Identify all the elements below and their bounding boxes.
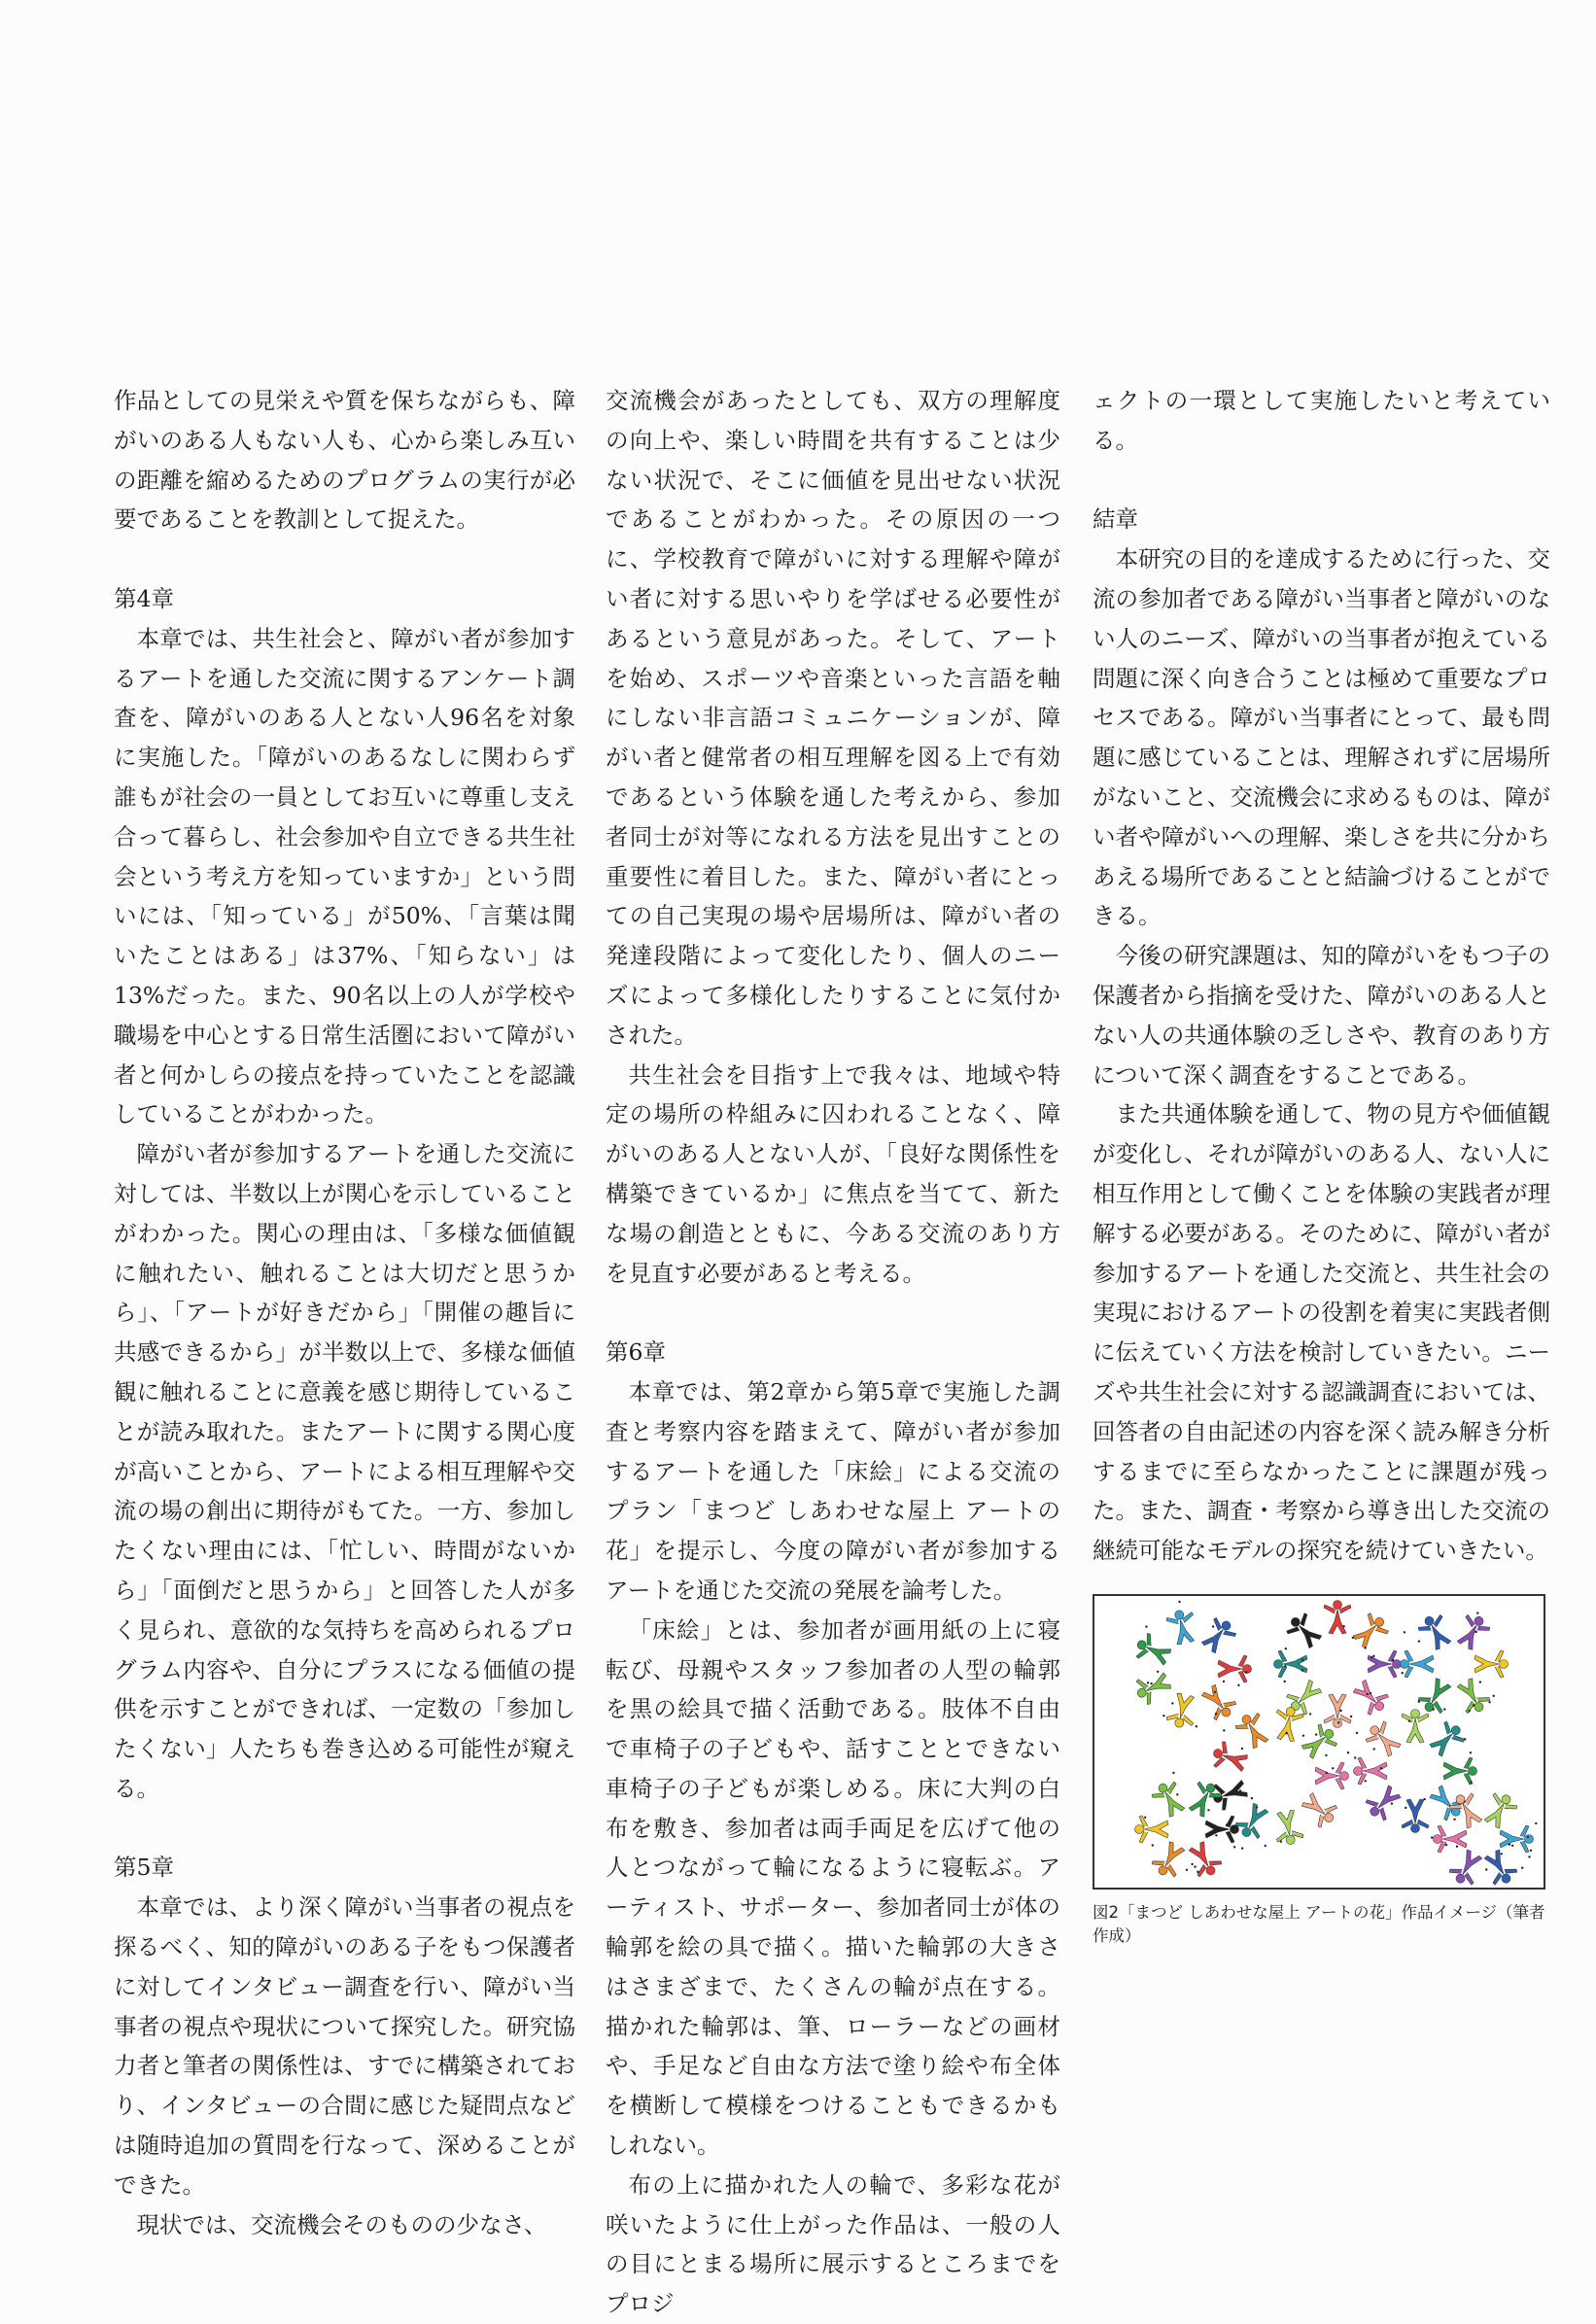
painted-figure bbox=[1434, 1825, 1468, 1853]
paint-dot bbox=[1370, 1692, 1371, 1694]
painted-figure bbox=[1349, 1676, 1392, 1718]
section-heading-ch4: 第4章 bbox=[114, 584, 174, 612]
paint-dot bbox=[1223, 1729, 1225, 1731]
paragraph: 共生社会を目指す上で我々は、地域や特定の場所の枠組みに囚われることなく、障がいのある人とない人が、「良好な関係性を構築できているか」に焦点を当てて、新たな場の創造とともに、今ある交流のあり方を見直す必要があると考える。 bbox=[606, 1060, 1060, 1287]
painted-figure bbox=[1479, 1788, 1519, 1831]
paint-dot bbox=[1404, 1631, 1405, 1633]
paint-dot bbox=[1501, 1853, 1503, 1855]
paint-dot bbox=[1301, 1659, 1303, 1661]
paint-dot bbox=[1521, 1866, 1523, 1868]
painted-figure bbox=[1443, 1757, 1477, 1785]
paint-dot bbox=[1405, 1807, 1406, 1809]
paint-dot bbox=[1468, 1710, 1470, 1712]
paint-dot bbox=[1245, 1671, 1247, 1673]
painted-figure bbox=[1165, 1608, 1199, 1647]
paint-dot bbox=[1418, 1640, 1420, 1642]
painted-figure bbox=[1426, 1717, 1469, 1760]
paint-dot bbox=[1285, 1732, 1287, 1734]
painted-figure bbox=[1274, 1650, 1308, 1678]
paint-dot bbox=[1309, 1713, 1311, 1715]
paint-dot bbox=[1178, 1601, 1180, 1603]
paint-dot bbox=[1285, 1648, 1287, 1649]
painted-figure bbox=[1149, 1838, 1189, 1881]
paint-dot bbox=[1527, 1836, 1529, 1838]
painted-figure bbox=[1324, 1600, 1351, 1634]
paint-dot bbox=[1326, 1772, 1328, 1774]
painted-figure bbox=[1232, 1709, 1272, 1752]
paint-dot bbox=[1365, 1780, 1367, 1782]
paragraph: 現状では、交流機会そのものの少なさ、 bbox=[136, 2210, 547, 2238]
paint-dot bbox=[1145, 1625, 1147, 1627]
paint-dot bbox=[1196, 1725, 1197, 1727]
paragraph: 交流機会があったとしても、双方の理解度の向上や、楽しい時間を共有することは少ない状況で、そこに価値を見出せない状況であることがわかった。その原因の一つに、学校教育で障がいに対する理解や障がい者に対する思いやりを学ばせる必要性があるという意見があった。そして、アートを始め、スポーツや音楽といった言語を軸にしない非言語コミュニケーションが、障がい者と健常者の相互理解を図る上で有効であるという体験を通した考えから、参加者同士が対等になれる方法を見出すことの重要性に着目した。また、障がい者にとっての自己実現の場や居場所は、障がい者の発達段階によって変化したり、個人のニーズによって多様化したりすることに気付かされた。 bbox=[606, 387, 1060, 1049]
paint-dot bbox=[1423, 1798, 1425, 1800]
paragraph: 本章では、より深く障がい当事者の視点を探るべく、知的障がいのある子をもつ保護者に対してインタビュー調査を行い、障がい当事者の視点や現状について探究した。研究協力者と筆者の関係性は、すでに構築されており、インタビューの合間に感じた疑問点などは随時追加の質問を行なって、深めることができた。 bbox=[114, 1893, 575, 2199]
paint-dot bbox=[1456, 1845, 1458, 1847]
paint-dot bbox=[1256, 1806, 1258, 1808]
paragraph: 布の上に描かれた人の輪で、多彩な花が咲いたように仕上がった作品は、一般の人の目にとまる場所に展示するところまでをプロジ bbox=[606, 2170, 1060, 2318]
painted-figure bbox=[1368, 1650, 1402, 1678]
paint-dot bbox=[1172, 1772, 1174, 1774]
paint-dot bbox=[1147, 1682, 1149, 1683]
paint-dot bbox=[1241, 1748, 1243, 1750]
paint-dot bbox=[1241, 1847, 1243, 1849]
paint-dot bbox=[1402, 1672, 1404, 1674]
paint-dot bbox=[1475, 1631, 1476, 1633]
paint-dot bbox=[1191, 1863, 1193, 1865]
paint-dot bbox=[1339, 1710, 1341, 1712]
paint-dot bbox=[1470, 1752, 1472, 1753]
painted-figure bbox=[1349, 1610, 1392, 1652]
paragraph: 本研究の目的を達成するために行った、交流の参加者である障がい当事者と障がいのない人のニーズ、障がいの当事者が抱えている問題に深く向き合うことは極めて重要なプロセスである。障がい当事者にとって、最も問題に感じていることは、理解されずに居場所がないこと、交流機会に求めるものは、障がい者や障がいへの理解、楽しさを共に分かちあえる場所であることと結論づけることができる。 bbox=[1093, 545, 1550, 930]
painted-figure bbox=[1401, 1650, 1435, 1678]
paragraph: 「床絵」とは、参加者が画用紙の上に寝転び、母親やスタッフ参加者の人型の輪郭を黒の絵具で描く活動である。肢体不自由で車椅子の子どもや、話すこととできない車椅子の子どもが楽しめる。床に大判の白布を敷き、参加者は両手両足を広げて他の人とつながって輪になるように寝転ぶ。アーティスト、サポーター、参加者同士が体の輪郭を絵の具で描く。描いた輪郭の大きさはさまざまで、たくさんの輪が点在する。描かれた輪郭は、筆、ローラーなどの画材や、手足など自由な方法で塗り絵や布全体を横断して模様をつけることもできるかもしれない。 bbox=[606, 1615, 1060, 2160]
painted-figure bbox=[1283, 1610, 1326, 1652]
painted-figure bbox=[1298, 1720, 1340, 1763]
paint-dot bbox=[1194, 1865, 1196, 1867]
paint-dot bbox=[1347, 1752, 1349, 1753]
paint-dot bbox=[1445, 1844, 1447, 1846]
paint-dot bbox=[1485, 1868, 1487, 1870]
painted-figure bbox=[1218, 1655, 1252, 1682]
painted-figure bbox=[1402, 1709, 1429, 1743]
paint-dot bbox=[1150, 1682, 1152, 1684]
painted-figure bbox=[1500, 1825, 1534, 1853]
painted-figure bbox=[1415, 1611, 1455, 1653]
painted-figure bbox=[1209, 1739, 1250, 1776]
paint-dot bbox=[1370, 1656, 1372, 1658]
paint-dot bbox=[1237, 1684, 1239, 1686]
paint-dot bbox=[1223, 1681, 1225, 1682]
painted-figure bbox=[1135, 1816, 1169, 1843]
paint-dot bbox=[1224, 1803, 1226, 1805]
paint-dot bbox=[1391, 1802, 1393, 1804]
painted-figure bbox=[1362, 1782, 1405, 1824]
paint-dot bbox=[1332, 1767, 1334, 1769]
paint-dot bbox=[1535, 1822, 1537, 1824]
paragraph: 作品としての見栄えや質を保ちながらも、障がいのある人もない人も、心から楽しみ互いの距離を縮めるためのプログラムの実行が必要であることを教訓として捉えた。 bbox=[114, 387, 575, 534]
paint-dot bbox=[1157, 1671, 1159, 1673]
painted-figure bbox=[1132, 1668, 1174, 1707]
painted-figure bbox=[1452, 1611, 1492, 1653]
paint-dot bbox=[1488, 1701, 1490, 1703]
painted-figure bbox=[1197, 1681, 1239, 1723]
painted-figure bbox=[1402, 1799, 1429, 1833]
paint-dot bbox=[1528, 1856, 1530, 1857]
paint-dot bbox=[1301, 1669, 1303, 1671]
paint-dot bbox=[1214, 1691, 1216, 1693]
figure-artwork-image bbox=[1093, 1594, 1545, 1890]
painted-figure bbox=[1205, 1816, 1239, 1843]
paint-dot bbox=[1197, 1871, 1198, 1873]
paint-dot bbox=[1356, 1732, 1358, 1734]
paint-dot bbox=[1453, 1819, 1455, 1821]
paint-dot bbox=[1433, 1708, 1435, 1710]
paint-dot bbox=[1215, 1834, 1217, 1836]
paint-dot bbox=[1418, 1700, 1420, 1702]
paint-dot bbox=[1530, 1850, 1532, 1852]
painted-figure bbox=[1362, 1717, 1405, 1760]
paint-dot bbox=[1493, 1695, 1495, 1697]
painted-figure bbox=[1184, 1838, 1224, 1881]
paint-dot bbox=[1464, 1738, 1466, 1740]
paint-dot bbox=[1511, 1845, 1513, 1847]
paint-dot bbox=[1251, 1797, 1253, 1799]
figure-caption: 図2「まつど しあわせな屋上 アートの花」作品イメージ（筆者作成） bbox=[1093, 1902, 1545, 1945]
painted-figure bbox=[1272, 1705, 1305, 1743]
paint-dot bbox=[1473, 1704, 1475, 1706]
paragraph: 今後の研究課題は、知的障がいをもつ子の保護者から指摘を受けた、障がいのある人とない人の共通体験の乏しさや、教育のあり方について深く調査をすることである。 bbox=[1093, 942, 1550, 1089]
paint-dot bbox=[1207, 1809, 1209, 1811]
paint-dot bbox=[1176, 1793, 1178, 1795]
text-column-3 bbox=[1093, 381, 1550, 1948]
paint-dot bbox=[1265, 1845, 1266, 1847]
paint-dot bbox=[1171, 1702, 1173, 1704]
paint-dot bbox=[1350, 1716, 1352, 1717]
paint-dot bbox=[1302, 1734, 1304, 1736]
painted-figure bbox=[1298, 1788, 1340, 1831]
paint-dot bbox=[1509, 1843, 1510, 1845]
painted-figure bbox=[1165, 1691, 1199, 1730]
painted-figure bbox=[1354, 1757, 1388, 1785]
painted-figure bbox=[1272, 1809, 1305, 1847]
paint-dot bbox=[1443, 1708, 1445, 1710]
paint-dot bbox=[1476, 1612, 1478, 1613]
paint-dot bbox=[1186, 1869, 1188, 1871]
paint-dot bbox=[1470, 1781, 1472, 1783]
paint-dot bbox=[1366, 1693, 1368, 1695]
paragraph: また共通体験を通して、物の見方や価値観が変化し、それが障がいのある人、ない人に相互作用として働くことを体験の実践者が理解する必要がある。そのために、障がい者が参加するアートを通した交流と、共生社会の実現におけるアートの役割を着実に実践者側に伝えていく方法を検討していきたい。ニーズや共生社会に対する認識調査においては、回答者の自由記述の内容を深く読み解き分析するまでに至らなかったことに課題が残った。また、調査・考察から導き出した交流の継続可能なモデルの探究を続けていきたい。 bbox=[1093, 1100, 1550, 1565]
paragraph: 障がい者が参加するアートを通した交流に対しては、半数以上が関心を示していることがわかった。関心の理由は、「多様な価値観に触れたい、触れることは大切だと思うから」、「アートが好きだから」「開催の趣旨に共感できるから」が半数以上で、多様な価値観に触れることに意義を感じ期待していることが読み取れた。またアートに関する関心度が高いことから、アートによる相互理解や交流の場の創出に期待がもてた。一方、参加したくない理由には、「忙しい、時間がないから」「面倒だと思うから」と回答した人が多く見られ、意欲的な気持ちを高められるプログラム内容や、自分にプラスになる価値の提供を示すことができれば、一定数の「参加したくない」人たちも巻き込める可能性が窺える。 bbox=[114, 1140, 575, 1802]
text-column-1 bbox=[114, 381, 575, 2244]
paint-dot bbox=[1431, 1836, 1433, 1838]
paint-dot bbox=[1144, 1817, 1146, 1819]
painted-figure bbox=[1324, 1694, 1351, 1728]
painted-figure bbox=[1197, 1613, 1239, 1656]
paint-dot bbox=[1325, 1754, 1327, 1756]
paint-dot bbox=[1352, 1637, 1354, 1639]
paint-dot bbox=[1315, 1733, 1317, 1735]
painted-figure bbox=[1232, 1800, 1272, 1843]
paint-dot bbox=[1280, 1840, 1282, 1842]
paint-dot bbox=[1372, 1655, 1374, 1657]
paragraph: ェクトの一環として実施したいと考えている。 bbox=[1093, 387, 1550, 454]
painted-figure bbox=[1132, 1631, 1174, 1670]
paragraph: 本章では、第2章から第5章で実施した調査と考察内容を踏まえて、障がい者が参加するアートを通した「床絵」による交流のプラン「まつど しあわせな屋上 アートの花」を提示し、今度の障がい者が参加するアートを通じた交流の発展を論考した。 bbox=[606, 1377, 1060, 1604]
painted-figure bbox=[1149, 1778, 1189, 1821]
paint-dot bbox=[1364, 1647, 1366, 1648]
section-heading-conclusion: 結章 bbox=[1093, 505, 1138, 534]
paint-dot bbox=[1284, 1665, 1286, 1667]
paint-dot bbox=[1479, 1681, 1481, 1682]
paint-dot bbox=[1212, 1625, 1214, 1627]
paint-dot bbox=[1354, 1756, 1356, 1758]
paint-dot bbox=[1392, 1659, 1394, 1661]
painted-figure bbox=[1479, 1847, 1519, 1888]
painted-figure bbox=[1415, 1675, 1455, 1717]
paint-dot bbox=[1239, 1789, 1241, 1791]
painted-figure bbox=[1315, 1762, 1349, 1789]
paint-dot bbox=[1342, 1625, 1344, 1627]
paint-dot bbox=[1408, 1719, 1410, 1721]
paragraph: 本章では、共生社会と、障がい者が参加するアートを通した交流に関するアンケート調査を、障がいのある人とない人96名を対象に実施した。「障がいのあるなしに関わらず誰もが社会の一員としてお互いに尊重し支え合って暮らし、社会参加や自立できる共生社会という考え方を知っていますか」という問いには、「知っている」が50%、「言葉は聞いたことはある」は37%、「知らない」は13%だった。また、90名以上の人が学校や職場を中心とする日常生活圏において障がい者と何かしらの接点を持っていたことを認識していることがわかった。 bbox=[114, 624, 575, 1128]
artwork-illustration bbox=[1094, 1596, 1544, 1888]
section-heading-ch6: 第6章 bbox=[606, 1338, 666, 1367]
painted-figure bbox=[1475, 1650, 1509, 1678]
paint-dot bbox=[1215, 1713, 1217, 1715]
paint-dot bbox=[1162, 1715, 1164, 1717]
painted-figure bbox=[1446, 1847, 1486, 1888]
paint-dot bbox=[1284, 1681, 1286, 1682]
painted-figure bbox=[1452, 1675, 1492, 1717]
paint-dot bbox=[1380, 1767, 1382, 1769]
section-heading-ch5: 第5章 bbox=[114, 1854, 174, 1882]
paint-dot bbox=[1373, 1748, 1375, 1750]
paint-dot bbox=[1233, 1846, 1235, 1848]
paint-dot bbox=[1337, 1721, 1339, 1723]
text-column-2 bbox=[606, 381, 1060, 2324]
paint-dot bbox=[1152, 1844, 1154, 1846]
